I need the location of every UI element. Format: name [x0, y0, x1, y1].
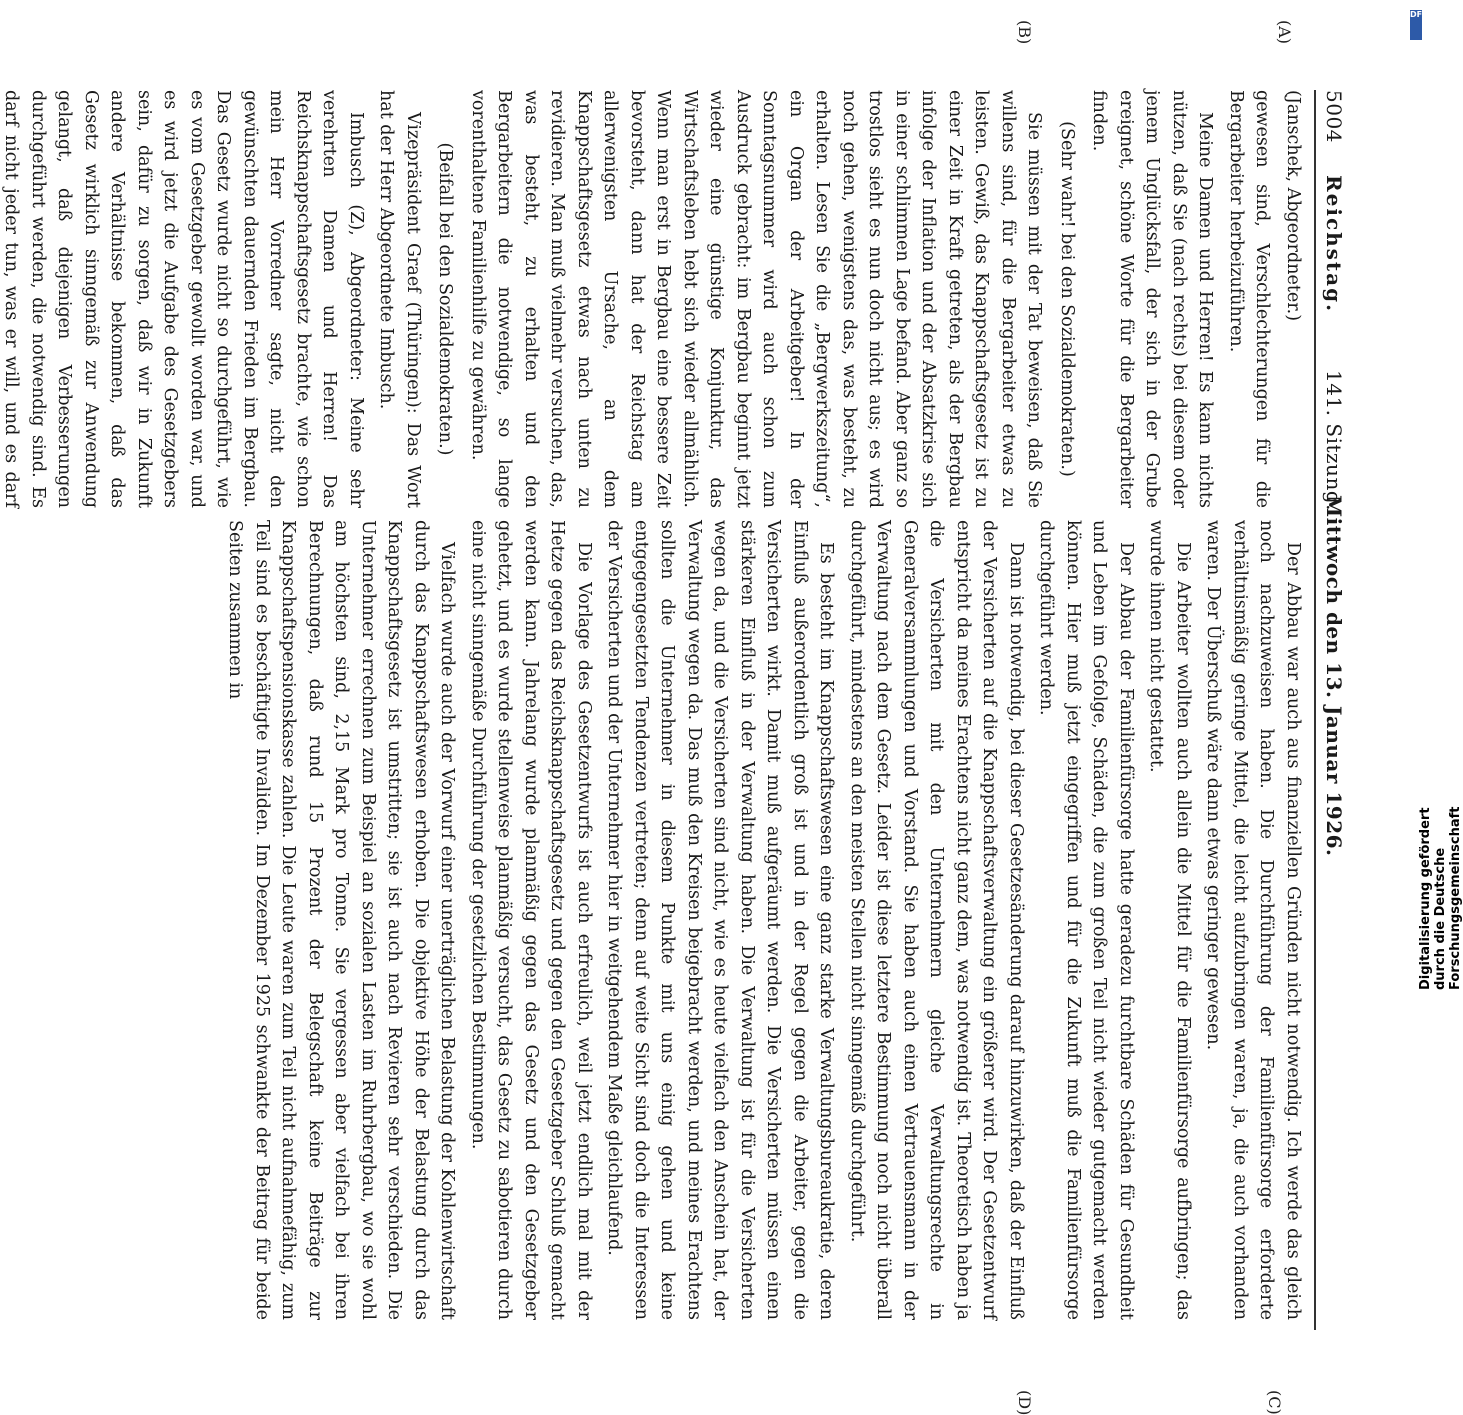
col2-paragraph: Die Vorlage des Gesetzentwurfs ist auch erfreulich, weil jetzt endlich mal mit der Hetze gegen das Reichsknappschaftsgesetz und gegen den Gesetzgeber Schluß gemacht werden kann. Jahrelang wurde planmäßig gegen das Gesetz und den Gesetzgeber gehetzt, und es wurde stellenweise planmäßig versucht, das Gesetz zu sabotieren durch eine nicht sinngemäße Durchführung der gesetzlichen Bestimmungen.: [468, 520, 594, 1320]
margin-marker-d: (D): [1015, 1390, 1034, 1415]
margin-marker-b: (B): [1015, 20, 1034, 45]
col1-paragraph: Sie müssen mit der Tat beweisen, daß Sie willens sind, für die Bergarbeiter etwas zu leisten. Gewiß, das Knappschaftsgesetz ist zu einer Zeit in Kraft getreten, als der Bergbau infolge der Inflation und der Absatzkrise sich in einer schlimmen Lage befand. Aber ganz so trostlos sieht es nun doch nicht aus; es wird noch gehen, wenigstens das, was besteht, zu erhalten. Lesen Sie die „Bergwerkszeitung“, ein Organ der Arbeitgeber! In der Sonntagsnummer wird auch schon zum Ausdruck gebracht: im Bergbau beginnt jetzt wieder eine günstige Konjunktur, das Wirtschaftsleben hebt sich wieder allmählich. Wenn man erst in Bergbau eine bessere Zeit bevorsteht, dann hat der Reichstag am allerwenigsten Ursache, an dem Knappschaftsgesetz etwas nach unten zu revidieren. Man muß vielmehr versuchen, das, was besteht, zu erhalten und den Bergarbeitern die notwendige, so lange vorenthaltene Familienhilfe zu gewähren.: [468, 90, 1045, 508]
digitization-credit: Digitalisierung gefördert durch die Deutsche Forschungsgemeinschaft: [1418, 806, 1463, 990]
col1-paragraph: Imbusch (Z), Abgeordneter: Meine sehr verehrten Damen und Herren! Das Reichsknappschaftsgesetz brachte, wie schon mein Herr Vorredner sagte, nicht den gewünschten dauernden Frieden im Bergbau. Das Gesetz wurde nicht so durchgeführt, wie es vom Gesetzgeber gewollt worden war, und es wird jetzt die Aufgabe des Gesetzgebers sein, dafür zu sorgen, daß wir in Zukunft andere Verhältnisse bekommen, daß das Gesetz wirklich sinngemäß zur Anwendung gelangt, daß diejenigen Verbesserungen durchgeführt werden, die notwendig sind. Es darf nicht jeder tun, was er will, und es darf: [1, 90, 366, 508]
col1-chair-note: Vizepräsident Graef (Thüringen): Das Wort hat der Herr Abgeordnete Imbusch.: [376, 90, 423, 508]
header-rule: [1314, 90, 1316, 1330]
header-date: Mittwoch den 13. Januar 1926.: [1322, 495, 1346, 857]
col2-paragraph: Es besteht im Knappschaftswesen eine ganz starke Verwaltungsbureaukratie, deren Einfluß außerordentlich groß ist und in der Regel gegen die Arbeiter, gegen die Versicherten wirkt. Damit muß aufgeräumt werden. Die Versicherten müssen einen stärkeren Einfluß in der Verwaltung haben. Die Verwaltung ist für die Versicherten wegen da, und die Versicherten sind nicht, wie es heute vielfach den Anschein hat, der Verwaltung wegen da. Das muß den Kreisen beigebracht werden, und meines Erachtens sollten die Unternehmer in diesem Punkte mit uns einig gehen und keine entgegengesetzten Tendenzen vertreten; denn auf weite Sicht sind doch die Interessen der Versicherten und der Unternehmer hier in weitgehendem Maße gleichlaufend.: [604, 520, 837, 1320]
right-column: [225, 520, 1306, 1320]
col2-paragraph: Der Abbau war auch aus finanziellen Gründen nicht notwendig. Ich werde das gleich noch nachzuweisen haben. Die Durchführung der Familienfürsorge erforderte verhältnismäßig geringe Mittel, die leicht aufzubringen waren, ja, die auch vorhanden waren. Der Überschuß wäre dann etwas geringer gewesen.: [1203, 520, 1303, 1320]
col2-paragraph: Der Abbau der Familienfürsorge hatte geradezu furchtbare Schäden für Gesundheit und Leben im Gefolge, Schäden, die zum großen Teil nicht wieder gutgemacht werden können. Hier muß jetzt eingegriffen und für die Zukunft muß die Familienfürsorge durchgeführt werden.: [1036, 520, 1136, 1320]
left-column: [1, 90, 1306, 508]
header-title: Reichstag.: [1322, 175, 1346, 314]
page-number: 5004: [1322, 90, 1346, 143]
dfg-logo: DFG: [1410, 10, 1422, 40]
col1-paragraph: gewesen sind, Verschlechterungen für die Bergarbeiter herbeizuführen.: [1226, 90, 1273, 508]
col1-speaker-ref: (Janschek, Abgeordneter.): [1283, 90, 1303, 322]
margin-marker-a: (A): [1275, 20, 1294, 45]
col2-paragraph: Dann ist notwendig, bei dieser Gesetzesänderung darauf hinzuwirken, daß der Einfluß der Versicherten auf die Knappschaftsverwaltung ein größerer wird. Der Gesetzentwurf entspricht da meines Erachtens nicht ganz dem, was notwendig ist. Theoretisch haben ja die Versicherten mit den Unternehmern gleiche Verwaltungsrechte in Generalversammlungen und Vorstand. Sie haben auch einen Vertrauensmann in der Verwaltung nach dem Gesetz. Leider ist diese letztere Bestimmung noch nicht überall durchgeführt, mindestens an den meisten Stellen nicht sinngemäß durchgeführt.: [847, 520, 1026, 1320]
col2-paragraph: Vielfach wurde auch der Vorwurf einer unerträglichen Belastung der Kohlenwirtschaft durch das Knappschaftswesen erhoben. Die objektive Höhe der Belastung durch das Knappschaftsgesetz ist umstritten; sie ist auch nach Revieren sehr verschieden. Die Unternehmer errechnen zum Beispiel an sozialen Lasten im Ruhrbergbau, wo sie wohl am höchsten sind, 2,15 Mark pro Tonne. Sie vergessen aber vielfach bei ihren Berechnungen, daß rund 15 Prozent der Belegschaft keine Beiträge zur Knappschaftspensionskasse zahlen. Die Leute waren zum Teil nicht aufnahmefähig, zum Teil sind es beschäftigte Invaliden. Im Dezember 1925 schwankte der Beitrag für beide Seiten zusammen in: [225, 520, 458, 1320]
col1-paragraph: Meine Damen und Herren! Es kann nichts nützen, daß Sie (nach rechts) bei diesem oder jenem Unglücksfall, der sich in der Grube ereignet, schöne Worte für die Bergarbeiter finden.: [1089, 90, 1216, 508]
header-session: 141. Sitzung.: [1322, 370, 1346, 511]
col1-applause: (Beifall bei den Sozialdemokraten.): [435, 142, 456, 456]
margin-marker-c: (C): [1265, 1390, 1284, 1415]
page-header: [1306, 90, 1346, 1320]
col2-paragraph: Die Arbeiter wollten auch allein die Mittel für die Familienfürsorge aufbringen; das wurde ihnen nicht gestattet.: [1146, 520, 1193, 1320]
col1-interjection: (Sehr wahr! bei den Sozialdemokraten.): [1057, 121, 1077, 477]
